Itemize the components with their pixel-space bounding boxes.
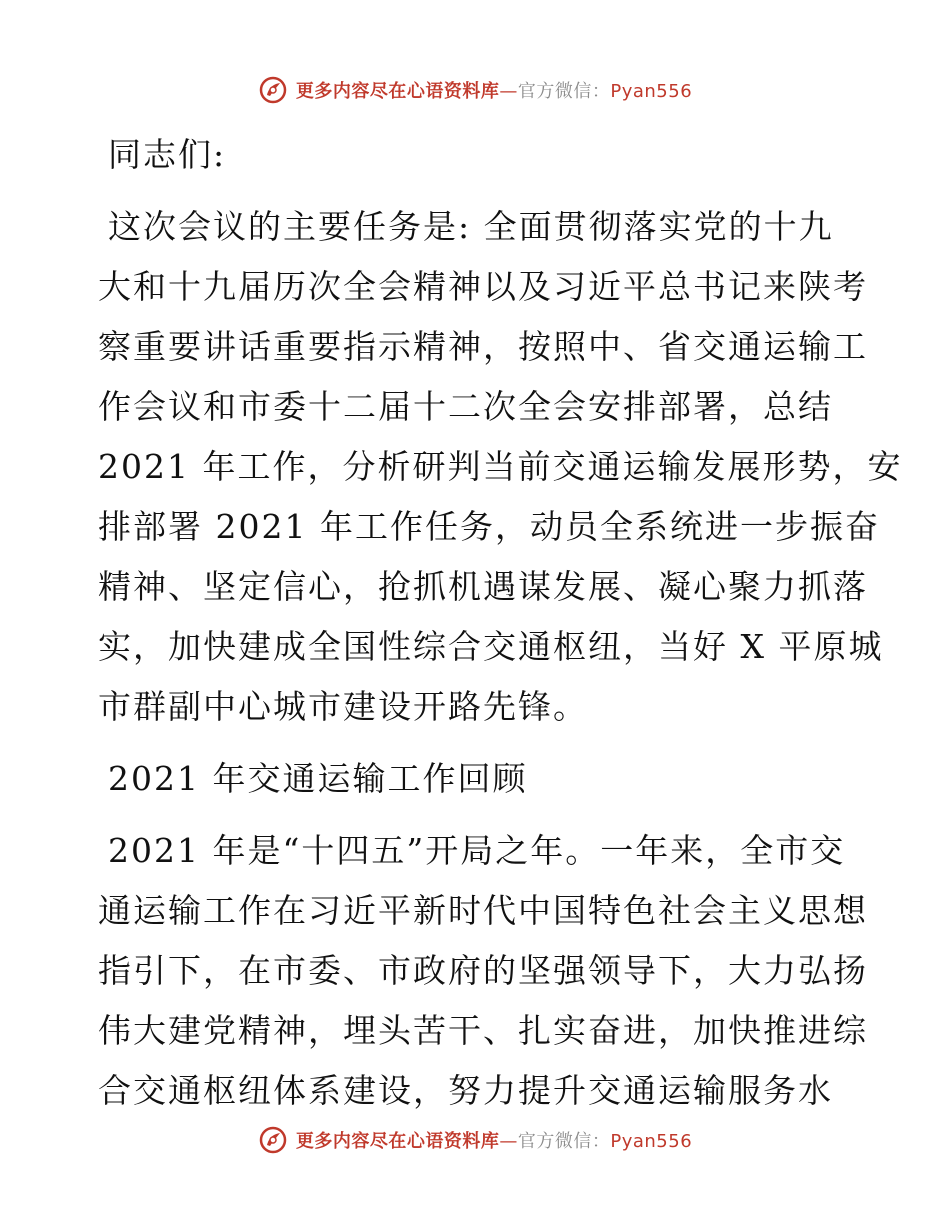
watermark-dash: — [499, 81, 518, 102]
watermark-wechat-label: 官方微信： [517, 1131, 611, 1152]
paragraph-line: 作会议和市委十二届十二次全会安排部署，总结 [98, 387, 833, 426]
paragraph-line: 指引下，在市委、市政府的坚强领导下，大力弘扬 [98, 951, 868, 990]
paragraph-line: 大和十九届历次全会精神以及习近平总书记来陕考 [98, 267, 868, 306]
paragraph-line: 察重要讲话重要指示精神，按照中、省交通运输工 [98, 327, 868, 366]
footer-watermark [0, 1120, 950, 1160]
paragraph-line: 市群副中心城市建设开路先锋。 [98, 687, 588, 726]
watermark-text [296, 77, 692, 103]
document-body [98, 125, 903, 1121]
watermark-wechat-label: 官方微信： [517, 81, 611, 102]
paragraph-line: 实，加快建成全国性综合交通枢纽，当好 X 平原城 [98, 627, 884, 666]
flower-seal-icon [258, 75, 288, 105]
paragraph-line: 2021 年工作，分析研判当前交通运输发展形势，安 [98, 447, 903, 486]
watermark-title: 更多内容尽在心语资料库 [295, 1131, 500, 1152]
watermark-wechat-id: Pyan556 [610, 1131, 693, 1152]
watermark-title: 更多内容尽在心语资料库 [295, 81, 500, 102]
paragraph-line: 伟大建党精神，埋头苦干、扎实奋进，加快推进综 [98, 1011, 868, 1050]
paragraph-line: 排部署 2021 年工作任务，动员全系统进一步振奋 [98, 507, 880, 546]
watermark-text [296, 1127, 692, 1153]
paragraph-line: 2021 年是“十四五”开局之年。一年来，全市交 [108, 831, 846, 870]
paragraph-line: 通运输工作在习近平新时代中国特色社会主义思想 [98, 891, 868, 930]
watermark-wechat-id: Pyan556 [610, 81, 693, 102]
flower-seal-icon [258, 1125, 288, 1155]
header-watermark [0, 70, 950, 110]
salutation: 同志们: [108, 135, 227, 174]
paragraph-line: 这次会议的主要任务是: 全面贯彻落实党的十九 [108, 207, 834, 246]
paragraph-line: 合交通枢纽体系建设，努力提升交通运输服务水 [98, 1071, 833, 1110]
paragraph-2 [98, 821, 868, 1121]
paragraph-1 [98, 197, 903, 737]
section-heading: 2021 年交通运输工作回顾 [108, 759, 528, 798]
watermark-dash: — [499, 1131, 518, 1152]
paragraph-line: 精神、坚定信心，抢抓机遇谋发展、凝心聚力抓落 [98, 567, 868, 606]
